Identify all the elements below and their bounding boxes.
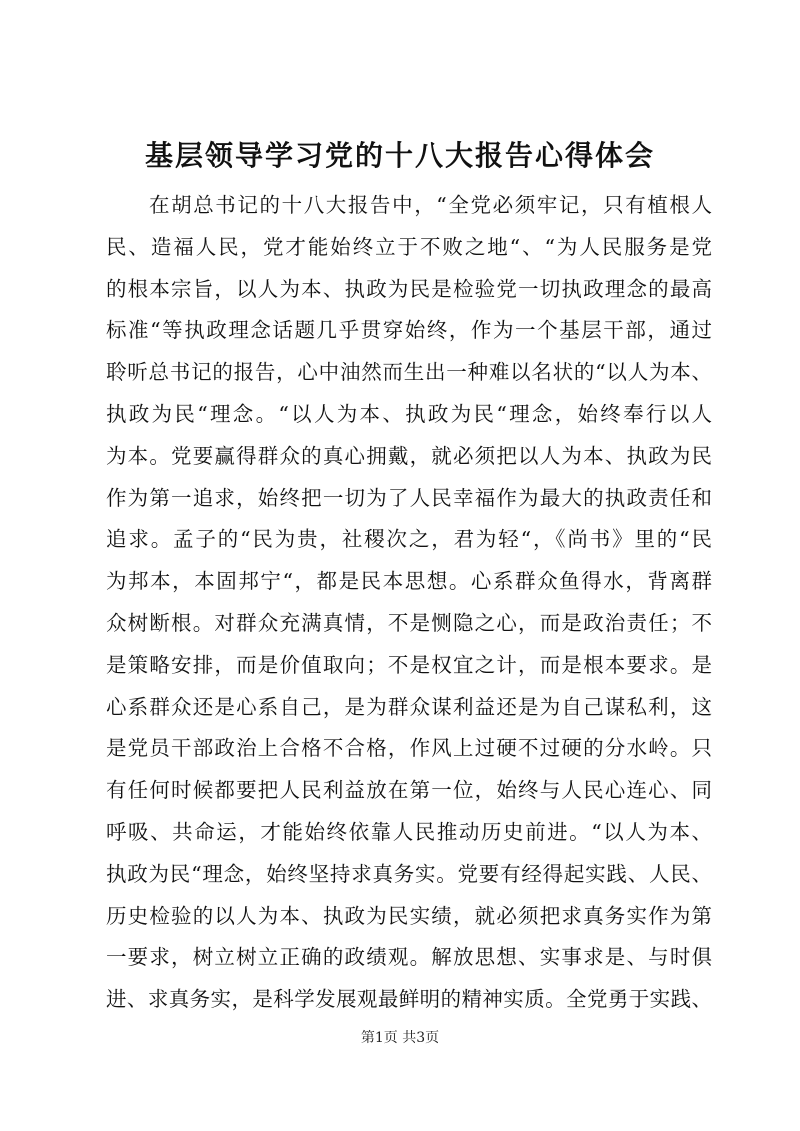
body-line: 作为第一追求，始终把一切为了人民幸福作为最大的执政责任和 [106,485,712,510]
body-line: 在胡总书记的十八大报告中，“全党必须牢记，只有植根人 [149,193,712,217]
body-line: 聆听总书记的报告，心中油然而生出一种难以名状的“以人为本、 [106,360,712,385]
body-line: 标准“等执政理念话题几乎贯穿始终，作为一个基层干部，通过 [106,318,712,343]
document-title: 基层领导学习党的十八大报告心得体会 [144,139,655,172]
body-line: 一要求，树立树立正确的政绩观。解放思想、实事求是、与时俱 [106,945,712,970]
body-line: 是党员干部政治上合格不合格，作风上过硬不过硬的分水岭。只 [106,736,712,761]
body-line: 历史检验的以人为本、执政为民实绩，就必须把求真务实作为第 [106,903,712,928]
body-line: 有任何时候都要把人民利益放在第一位，始终与人民心连心、同 [106,778,712,803]
body-line: 心系群众还是心系自己，是为群众谋利益还是为自己谋私利，这 [106,694,712,719]
body-line: 执政为民“理念，始终坚持求真务实。党要有经得起实践、人民、 [106,861,712,886]
body-line: 为本。党要赢得群众的真心拥戴，就必须把以人为本、执政为民 [106,443,712,468]
body-line: 的根本宗旨，以人为本、执政为民是检验党一切执政理念的最高 [106,276,712,301]
body-line: 民、造福人民，党才能始终立于不败之地“、“为人民服务是党 [106,234,712,259]
body-line: 为邦本，本固邦宁“，都是民本思想。心系群众鱼得水，背离群 [106,569,712,594]
body-line: 是策略安排，而是价值取向；不是权宜之计，而是根本要求。是 [106,652,712,677]
body-line: 呼吸、共命运，才能始终依靠人民推动历史前进。“以人为本、 [106,819,712,844]
body-line: 追求。孟子的“民为贵，社稷次之，君为轻“，《尚书》里的“民 [106,527,712,552]
page-number-footer: 第1页 共3页 [360,1030,440,1046]
body-line: 执政为民“理念。“以人为本、执政为民“理念，始终奉行以人 [106,401,712,426]
document-body [106,185,712,1021]
body-line: 进、求真务实，是科学发展观最鲜明的精神实质。全党勇于实践、 [106,987,712,1012]
body-line: 众树断根。对群众充满真情，不是恻隐之心，而是政治责任；不 [106,610,712,635]
